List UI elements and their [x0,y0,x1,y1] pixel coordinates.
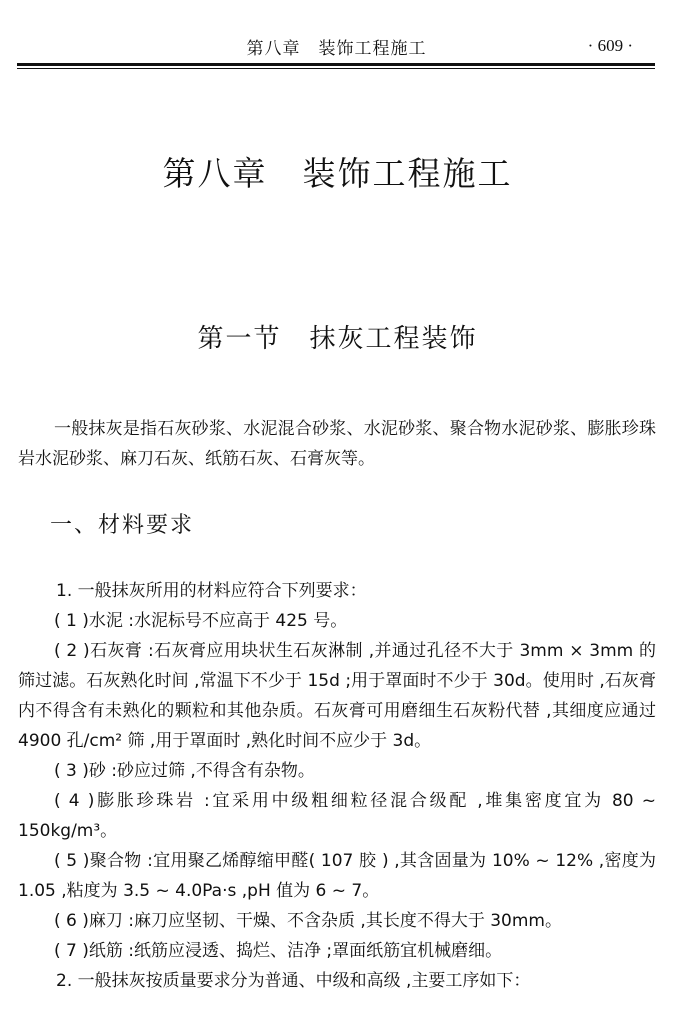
list-item-paper-fiber: ( 7 )纸筋 :纸筋应浸透、捣烂、洁净 ;罩面纸筋宜机械磨细。 [54,941,503,961]
list-item-polymer: ( 5 )聚合物 :宜用聚乙烯醇缩甲醛( 107 胶 ) ,其含固量为 10% ~ 12% ,密度为 1.05 ,粘度为 3.5 ~ 4.0Pa·s ,pH 值为 6 ~ 7。 [18,851,656,901]
list-item-sand: ( 3 )砂 :砂应过筛 ,不得含有杂物。 [54,761,315,781]
intro-block [18,414,656,474]
header-rule-thick [17,63,655,66]
page-number: · 609 · [587,36,633,55]
list-item-hemp: ( 6 )麻刀 :麻刀应坚韧、干燥、不含杂质 ,其长度不得大于 30mm。 [54,911,562,931]
list-item-cement: ( 1 )水泥 :水泥标号不应高于 425 号。 [54,611,348,631]
intro-paragraph: 一般抹灰是指石灰砂浆、水泥混合砂浆、水泥砂浆、聚合物水泥砂浆、膨胀珍珠岩水泥砂浆、麻刀石灰、纸筋石灰、石膏灰等。 [18,419,656,469]
list-item-1: 1. 一般抹灰所用的材料应符合下列要求： [56,581,367,601]
list-item-perlite: ( 4 )膨胀珍珠岩 :宜采用中级粗细粒径混合级配 ,堆集密度宜为 80 ~ 150kg/m³。 [18,791,656,841]
section-title: 第一节 抹灰工程装饰 [197,324,478,354]
list-item-2: 2. 一般抹灰按质量要求分为普通、中级和高级 ,主要工序如下： [56,971,531,991]
running-title: 第八章 装饰工程施工 [246,39,427,59]
heading-materials: 一、材料要求 [50,513,195,538]
chapter-title: 第八章 装饰工程施工 [162,154,513,193]
list-item-lime-paste: ( 2 )石灰膏 :石灰膏应用块状生石灰淋制 ,并通过孔径不大于 3mm × 3mm 的筛过滤。石灰熟化时间 ,常温下不少于 15d ;用于罩面时不少于 30d。使用时 ,石灰膏内不得含有未熟化的颗粒和其他杂质。石灰膏可用磨细生石灰粉代替 ,其细度应通过 4900 孔/cm² 筛 ,用于罩面时 ,熟化时间不应少于 3d。 [18,641,656,751]
header-rule-thin [17,68,655,69]
running-head [18,30,655,60]
materials-list [18,576,656,996]
